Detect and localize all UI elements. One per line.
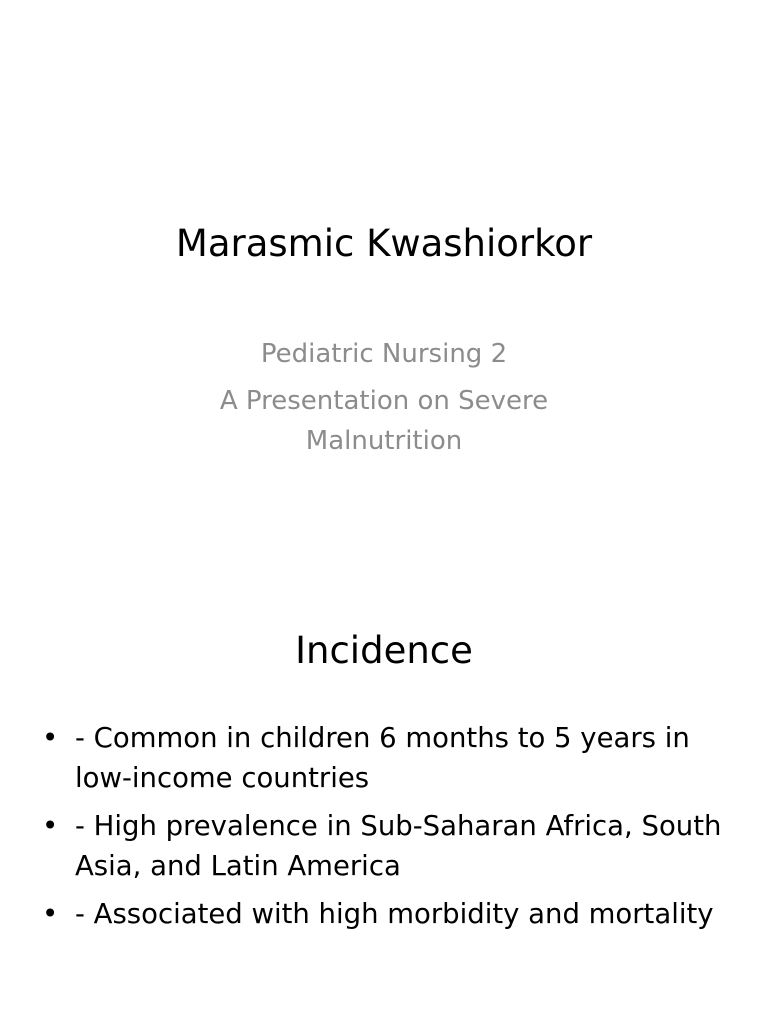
bullet-text: - Associated with high morbidity and mortality <box>75 898 714 930</box>
list-item <box>42 806 732 886</box>
list-item <box>42 894 732 934</box>
slide-title: Marasmic Kwashiorkor <box>175 222 593 265</box>
subtitle-course: Pediatric Nursing 2 <box>260 339 508 369</box>
bullet-icon: • <box>42 722 59 754</box>
slide-subtitle <box>190 334 578 461</box>
list-item <box>42 718 732 798</box>
bullet-list <box>42 718 732 942</box>
bullet-text: - High prevalence in Sub-Saharan Africa, South Asia, and Latin America <box>75 810 722 882</box>
bullet-text: - Common in children 6 months to 5 years in low-income countries <box>75 722 690 794</box>
incidence-slide <box>0 512 768 1024</box>
bullet-icon: • <box>42 898 59 930</box>
section-title: Incidence <box>295 629 473 672</box>
subtitle-description: A Presentation on Severe Malnutrition <box>219 386 549 456</box>
bullet-icon: • <box>42 810 59 842</box>
